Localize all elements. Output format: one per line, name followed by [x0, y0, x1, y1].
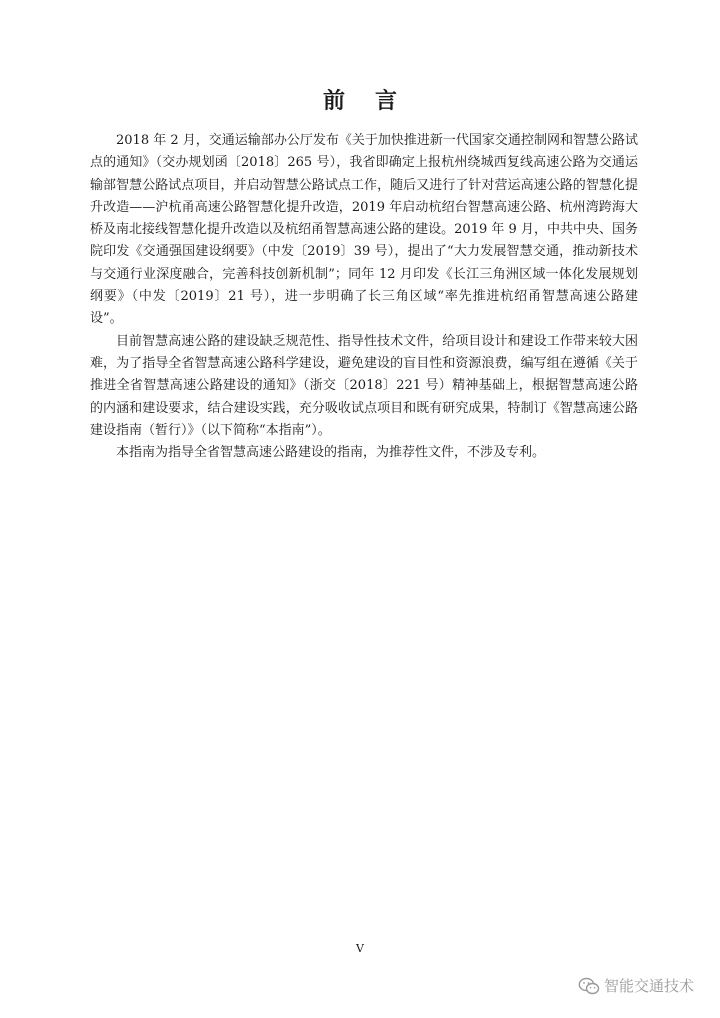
document-body — [90, 130, 638, 464]
watermark-text: 智能交通技术 — [603, 977, 694, 995]
paragraph-3: 本指南为指导全省智慧高速公路建设的指南，为推荐性文件，不涉及专利。 — [116, 445, 546, 461]
watermark — [578, 975, 694, 996]
page-number: V — [356, 942, 364, 955]
paragraph-1: 2018 年 2 月，交通运输部办公厅发布《关于加快推进新一代国家交通控制网和智慧公路试点的通知》（交办规划函〔2018〕265 号），我省即确定上报杭州绕城西复线高速公路为交通运输部智慧公路试点项目，并启动智慧公路试点工作，随后又进行了针对营运高速公路的智慧化提升改造——沪杭甬高速公路智慧化提升改造，2019 年启动杭绍台智慧高速公路、杭州湾跨海大桥及南北接线智慧化提升改造以及杭绍甬智慧高速公路的建设。2019 年 9 月，中共中央、国务院印发《交通强国建设纲要》（中发〔2019〕39 号），提出了“大力发展智慧交通，推动新技术与交通行业深度融合，完善科技创新机制”；同年 12 月印发《长江三角洲区域一体化发展规划纲要》（中发〔2019〕21 号），进一步明确了长三角区域“率先推进杭绍甬智慧高速公路建设”。 — [90, 133, 638, 327]
page-title: 前言 — [322, 89, 427, 114]
wechat-icon — [578, 977, 600, 995]
paragraph-2: 目前智慧高速公路的建设缺乏规范性、指导性技术文件，给项目设计和建设工作带来较大困难，为了指导全省智慧高速公路科学建设，避免建设的盲目性和资源浪费，编写组在遵循《关于推进全省智慧高速公路建设的通知》（浙交〔2018〕221 号）精神基础上，根据智慧高速公路的内涵和建设要求，结合建设实践，充分吸收试点项目和既有研究成果，特制订《智慧高速公路建设指南（暂行）》（以下简称“本指南”）。 — [90, 333, 638, 438]
